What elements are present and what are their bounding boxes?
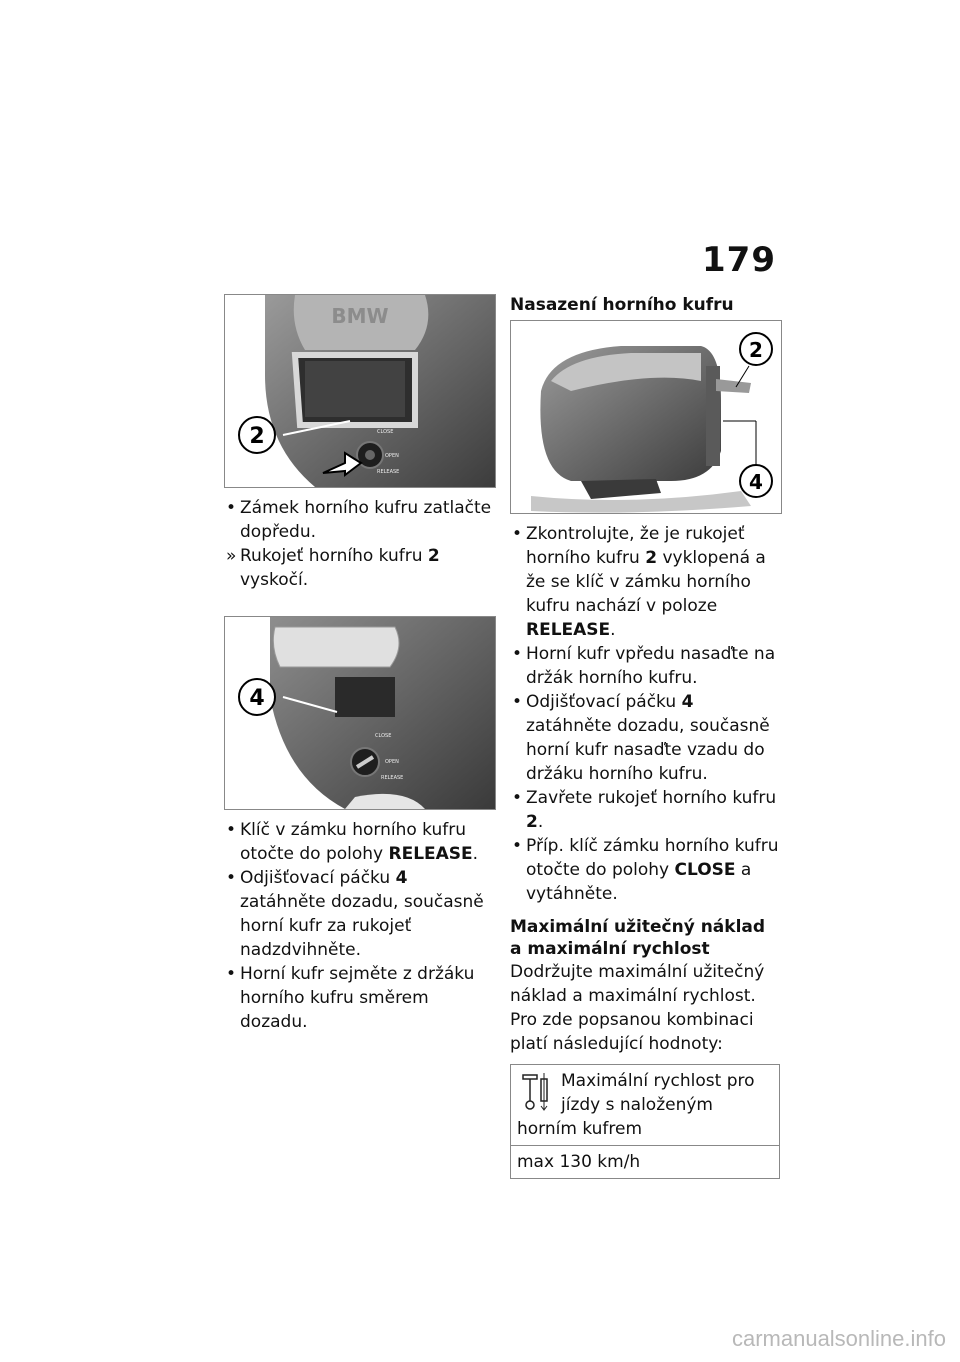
steps-remove <box>224 818 494 1034</box>
photo-topcase-side <box>510 320 782 514</box>
callout-4: 4 <box>749 470 763 494</box>
watermark: carmanualsonline.info <box>731 1326 946 1351</box>
step-item: • Odjišťovací páčku 4 zatáhněte dozadu, současně horní kufr za rukojeť nadzdvihněte. <box>226 868 484 960</box>
spec-label-cell: Maximální rychlost pro jízdy s naloženým horním kufrem <box>511 1065 780 1146</box>
mark-open: OPEN <box>385 759 399 765</box>
speed-limit-icon <box>517 1069 557 1113</box>
brand-embossing: BMW <box>331 304 389 328</box>
max-load-paragraph: Dodržujte maximální užitečný náklad a maximální rychlost. Pro zde popsanou kombinaci platí následující hodnoty: <box>510 962 765 1054</box>
step-item: • Horní kufr vpředu nasaďte na držák horního kufru. <box>512 644 776 688</box>
photo-release-lever <box>224 616 496 810</box>
step-item: • Zkontrolujte, že je rukojeť horního kufru 2 vyklopená a že se klíč v zámku horního kufru nachází v poloze RELEASE. <box>512 524 766 640</box>
table-row <box>511 1146 780 1179</box>
table-row <box>511 1065 780 1146</box>
callout-2: 2 <box>249 424 265 449</box>
section-heading-max-load: Maximální užitečný náklad a maximální rychlost <box>510 917 766 959</box>
step-item: » Rukojeť horního kufru 2 vyskočí. <box>226 546 440 590</box>
step-item: • Horní kufr sejměte z držáku horního kufru směrem dozadu. <box>226 964 475 1032</box>
step-item: • Klíč v zámku horního kufru otočte do polohy RELEASE. <box>226 820 479 864</box>
callout-4: 4 <box>249 686 265 711</box>
mark-release: RELEASE <box>377 469 400 475</box>
step-item: • Zavřete rukojeť horního kufru 2. <box>512 788 777 832</box>
steps-install <box>510 522 780 906</box>
left-column <box>224 294 494 1034</box>
spec-table <box>510 1064 780 1179</box>
mark-close: CLOSE <box>377 429 394 435</box>
right-column <box>510 294 780 1179</box>
step-item: • Příp. klíč zámku horního kufru otočte do polohy CLOSE a vytáhněte. <box>512 836 779 904</box>
page-number: 179 <box>702 240 776 280</box>
mark-close: CLOSE <box>375 733 392 739</box>
spec-value-cell: max 130 km/h <box>511 1146 780 1179</box>
section-heading-install: Nasazení horního kufru <box>510 295 734 315</box>
mark-release: RELEASE <box>381 775 404 781</box>
steps-unlock <box>224 496 494 592</box>
step-item: • Zámek horního kufru zatlačte dopředu. <box>226 498 492 542</box>
mark-open: OPEN <box>385 453 399 459</box>
photo-topcase-lock <box>224 294 496 488</box>
callout-2: 2 <box>749 338 763 362</box>
step-item: • Odjišťovací páčku 4 zatáhněte dozadu, současně horní kufr nasaďte vzadu do držáku horního kufru. <box>512 692 770 784</box>
